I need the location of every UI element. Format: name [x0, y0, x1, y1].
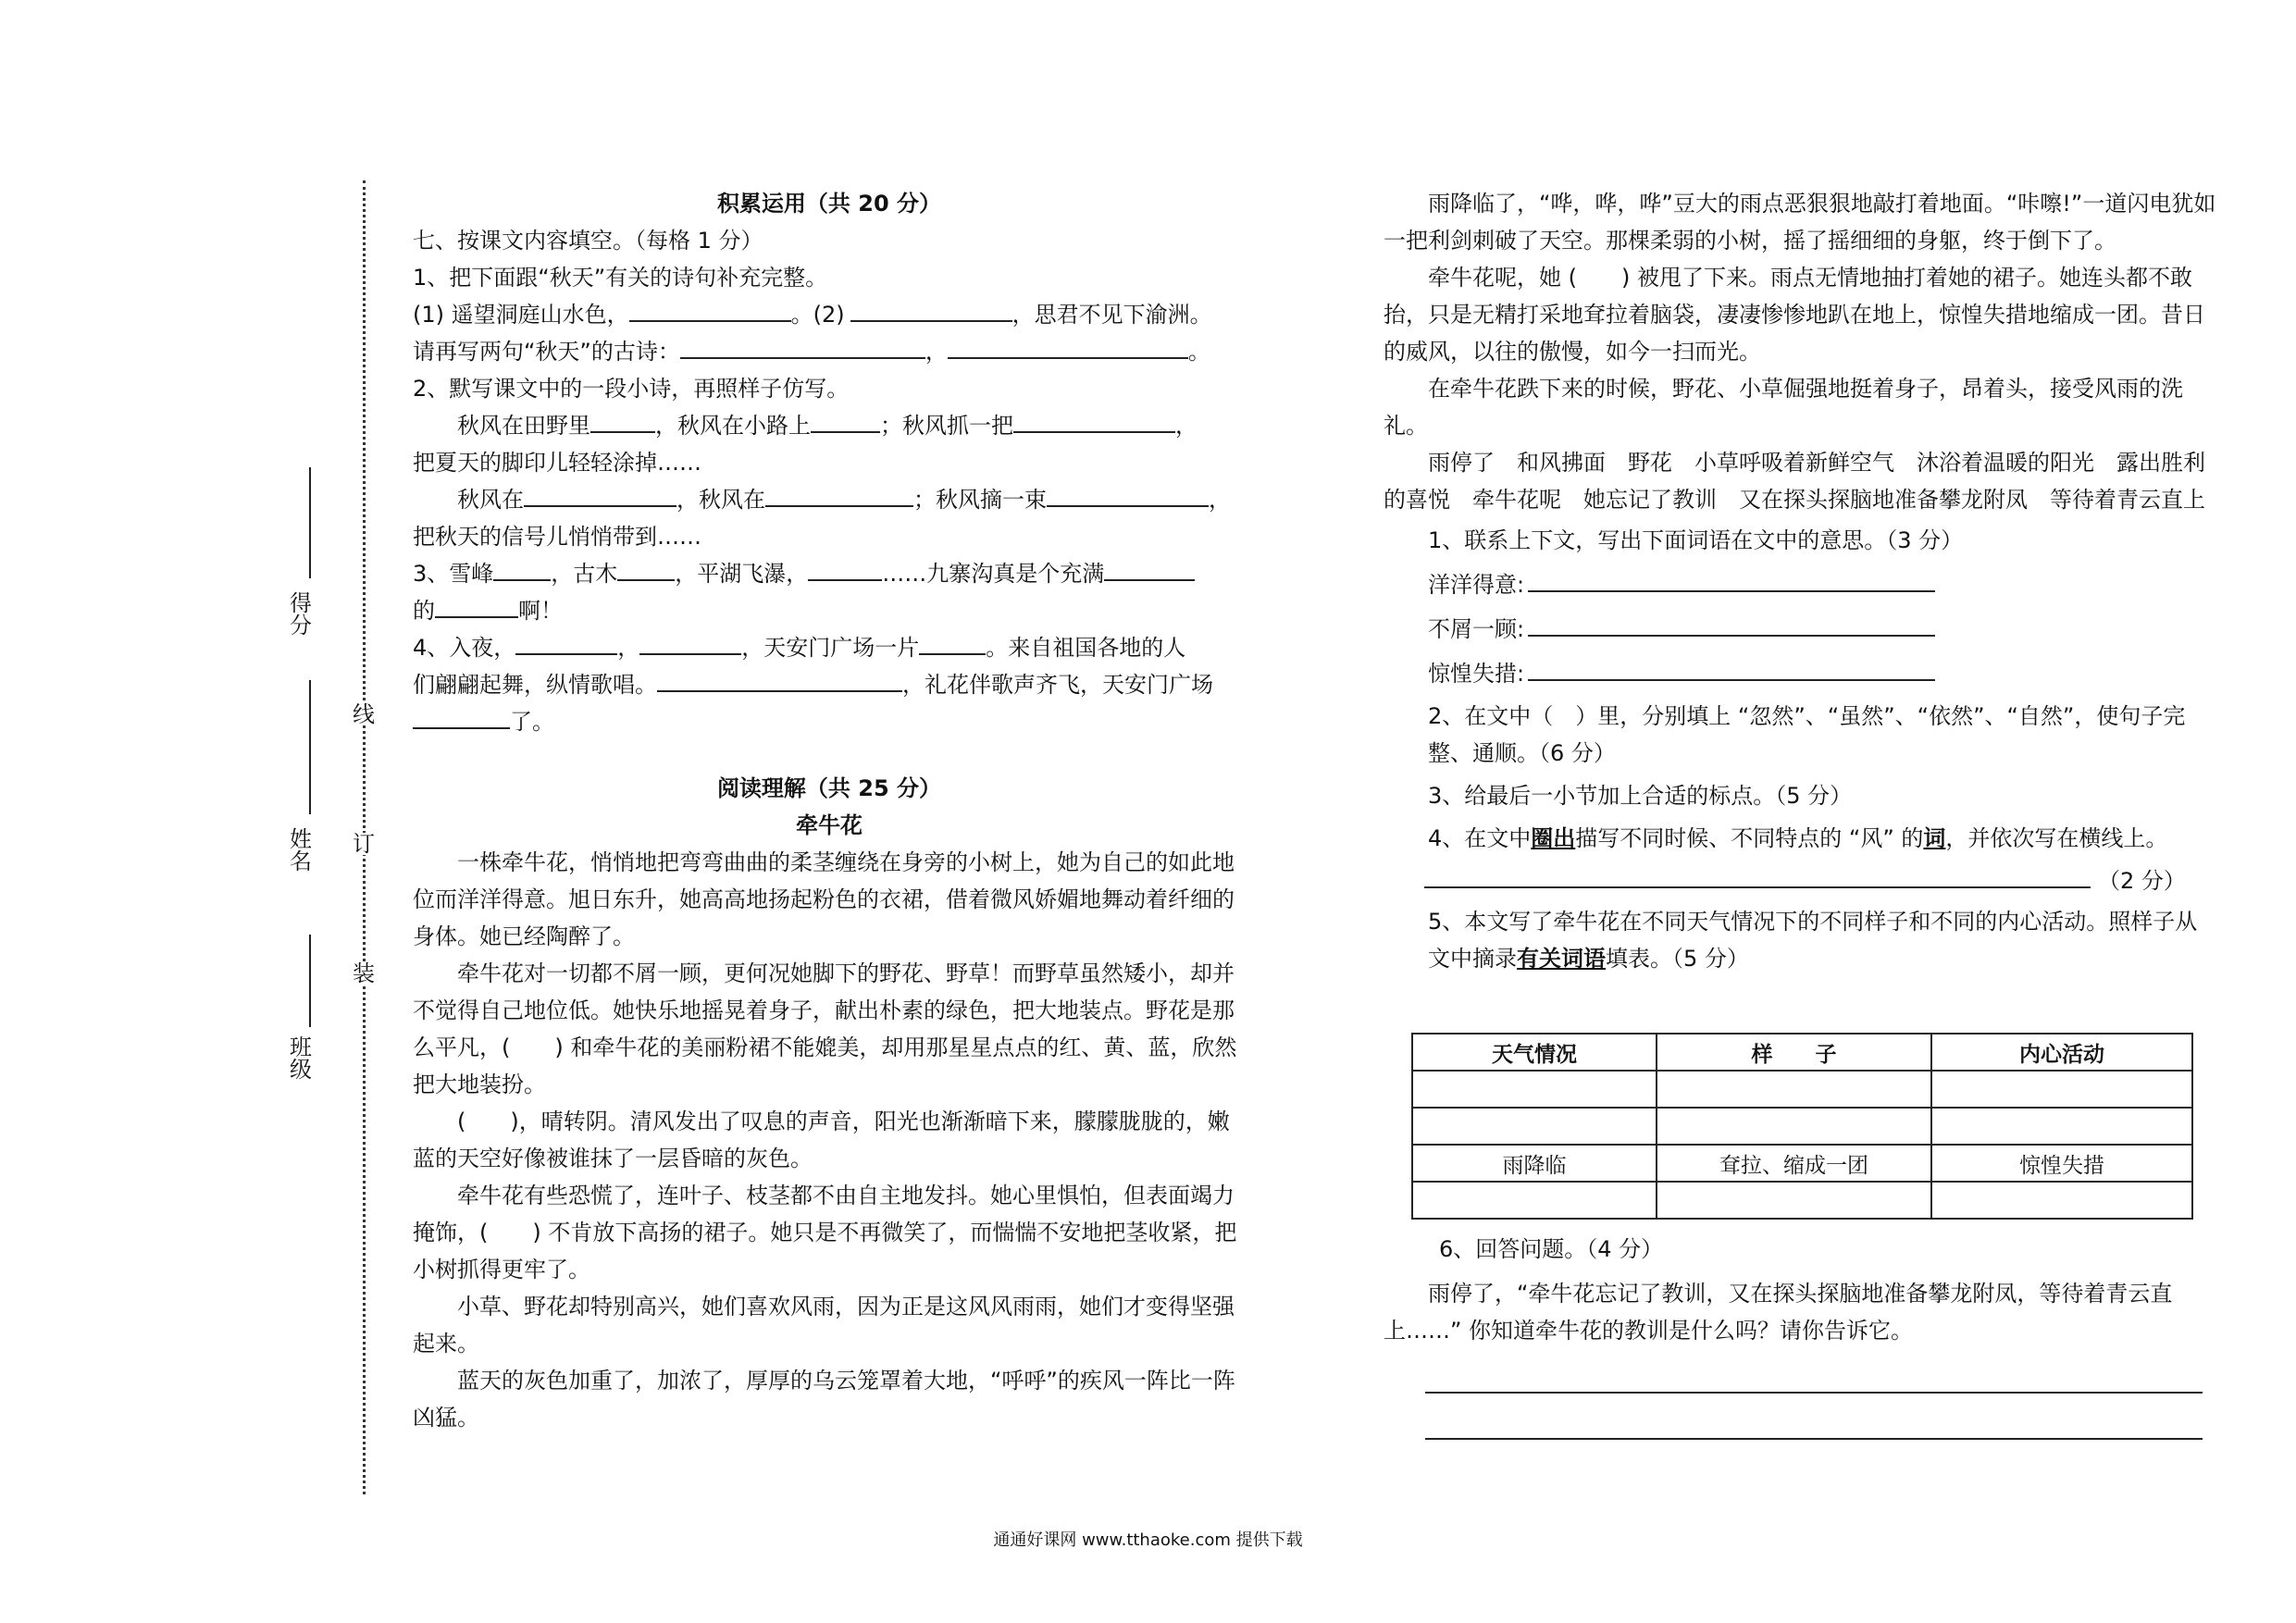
- blank[interactable]: [639, 631, 741, 655]
- reading-q4: 4、在文中圈出描写不同时候、不同特点的 “风” 的词，并依次写在横线上。: [1428, 825, 2168, 851]
- q5-table: [1411, 1033, 2193, 1220]
- table-cell[interactable]: [1657, 1108, 1931, 1145]
- reading-q3: 3、给最后一小节加上合适的标点。（5 分）: [1428, 783, 1853, 809]
- table-cell[interactable]: [1931, 1182, 2192, 1219]
- word-row: 不屑一顾:: [1384, 609, 2216, 648]
- q2-line3: 秋风在 ，秋风在 ；秋风摘一束 ，: [413, 481, 1246, 518]
- header-appearance: 样 子: [1657, 1034, 1931, 1071]
- word-answer-blank[interactable]: [1528, 609, 1935, 637]
- q1-title: 1、把下面跟“秋天”有关的诗句补充完整。: [413, 265, 828, 291]
- q2-title: 2、默写课文中的一段小诗，再照样子仿写。: [413, 376, 850, 402]
- table-row-example: [1412, 1145, 2192, 1182]
- word-answer-blank[interactable]: [1528, 564, 1935, 592]
- q7-title: 七、按课文内容填空。（每格 1 分）: [413, 228, 763, 254]
- header-feeling: 内心活动: [1931, 1034, 2192, 1071]
- name-blank[interactable]: [309, 680, 311, 814]
- blank[interactable]: [948, 335, 1188, 359]
- story-paragraph: 雨降临了，“哗，哗，哗”豆大的雨点恶狠狠地敲打着地面。“咔嚓!”一道闪电犹如一把利剑刺破了天空。那棵柔弱的小树，摇了摇细细的身躯，终于倒下了。: [1384, 191, 2216, 254]
- q1-line2: 请再写两句“秋天”的古诗： ， 。: [413, 333, 1246, 370]
- score-blank[interactable]: [309, 467, 311, 578]
- story-title: 牵牛花: [796, 812, 863, 838]
- table-row: [1412, 1108, 2192, 1145]
- footer-source: 通通好课网 www.tthaoke.com 提供下载: [993, 1530, 1303, 1550]
- blank[interactable]: [919, 631, 986, 655]
- reading-q5: 5、本文写了牵牛花在不同天气情况下的不同样子和不同的内心活动。照样子从文中摘录有关词语填表。（5 分）: [1428, 909, 2198, 972]
- table-cell: 惊惶失措: [1931, 1145, 2192, 1182]
- table-cell[interactable]: [1412, 1071, 1657, 1108]
- story-paragraph: 牵牛花有些恐慌了，连叶子、枝茎都不由自主地发抖。她心里惧怕，但表面竭力掩饰，( ) 不肯放下高扬的裙子。她只是不再微笑了，而惴惴不安地把茎收紧，把小树抓得更牢了。: [413, 1183, 1237, 1282]
- q3-line2: 的 啊！: [413, 592, 1246, 629]
- table-header-row: [1412, 1034, 2192, 1071]
- blank[interactable]: [493, 557, 551, 581]
- blank[interactable]: [524, 483, 676, 507]
- q6-block: [1384, 1231, 2216, 1349]
- story-paragraph: 在牵牛花跌下来的时候，野花、小草倔强地挺着身子，昂着头，接受风雨的洗礼。: [1384, 376, 2183, 439]
- story-paragraph: ( )，晴转阴。清风发出了叹息的声音，阳光也渐渐暗下来，朦朦胧胧的，嫩蓝的天空好像被谁抹了一层昏暗的灰色。: [413, 1109, 1230, 1171]
- reading-q6: 6、回答问题。（4 分）: [1439, 1236, 1664, 1262]
- reading-q2: 2、在文中（ ）里，分别填上 “忽然”、“虽然”、“依然”、“自然”，使句子完整、通顺。（6 分）: [1428, 703, 2186, 766]
- reading-q1: 1、联系上下文，写出下面词语在文中的意思。（3 分）: [1428, 527, 1964, 553]
- q4-line3: 了。: [413, 703, 1246, 740]
- q4-line2: 们翩翩起舞，纵情歌唱。 ，礼花伴歌声齐飞，天安门广场: [413, 666, 1246, 703]
- blank[interactable]: [808, 557, 882, 581]
- blank[interactable]: [629, 298, 791, 322]
- blank[interactable]: [590, 409, 655, 433]
- table-row: [1412, 1071, 2192, 1108]
- story-paragraph: 蓝天的灰色加重了，加浓了，厚厚的乌云笼罩着大地，“呼呼”的疾风一阵比一阵凶猛。: [413, 1368, 1235, 1431]
- blank[interactable]: [617, 557, 675, 581]
- blank[interactable]: [850, 298, 1012, 322]
- story-paragraph: 牵牛花呢，她 ( ) 被甩了下来。雨点无情地抽打着她的裙子。她连头都不敢抬，只是无精打采地耷拉着脑袋，凄凄惨惨地趴在地上，惊惶失措地缩成一团。昔日的威风，以往的傲慢，如今一扫而光。: [1384, 265, 2205, 365]
- left-column: [413, 185, 1246, 1436]
- table-cell[interactable]: [1412, 1108, 1657, 1145]
- blank[interactable]: [413, 705, 510, 729]
- q4-line1: 4、入夜， ， ，天安门广场一片 。来自祖国各地的人: [413, 629, 1246, 666]
- table-cell[interactable]: [1657, 1182, 1931, 1219]
- binding-label-fold: 装: [353, 960, 375, 986]
- reading-q6-quote: 雨停了，“牵牛花忘记了教训，又在探头探脑地准备攀龙附凤，等待着青云直上……” 你知道牵牛花的教训是什么吗？请你告诉它。: [1384, 1281, 2173, 1344]
- blank[interactable]: [515, 631, 617, 655]
- story-paragraph: 一株牵牛花，悄悄地把弯弯曲曲的柔茎缠绕在身旁的小树上，她为自己的如此地位而洋洋得意。旭日东升，她高高地扬起粉色的衣裙，借着微风娇媚地舞动着纤细的身体。她已经陶醉了。: [413, 849, 1235, 949]
- blank[interactable]: [765, 483, 913, 507]
- section-title-reading: 阅读理解（共 25 分）: [716, 775, 942, 801]
- blank[interactable]: [657, 668, 902, 692]
- q6-answer-line[interactable]: [1425, 1436, 2203, 1440]
- table-cell[interactable]: [1931, 1071, 2192, 1108]
- blank[interactable]: [680, 335, 925, 359]
- blank[interactable]: [435, 594, 518, 618]
- table-cell: 耷拉、缩成一团: [1657, 1145, 1931, 1182]
- q6-answer-line[interactable]: [1425, 1390, 2203, 1394]
- binding-label-line: 线: [353, 701, 375, 727]
- word-answer-blank[interactable]: [1528, 653, 1935, 681]
- table-cell[interactable]: [1412, 1182, 1657, 1219]
- table-cell: 雨降临: [1412, 1145, 1657, 1182]
- table-cell[interactable]: [1657, 1071, 1931, 1108]
- word-row: 洋洋得意:: [1384, 564, 2216, 603]
- story-paragraph: 牵牛花对一切都不屑一顾，更何况她脚下的野花、野草！而野草虽然矮小，却并不觉得自己地位低。她快乐地摇晃着身子，献出朴素的绿色，把大地装点。野花是那么平凡，( ) 和牵牛花的美丽粉裙不能媲美，却用那星星点点的红、黄、蓝，欣然把大地装扮。: [413, 960, 1237, 1097]
- story-paragraph-unpunctuated: 雨停了 和风拂面 野花 小草呼吸着新鲜空气 沐浴着温暖的阳光 露出胜利的喜悦 牵牛花呢 她忘记了教训 又在探头探脑地准备攀龙附凤 等待着青云直上: [1384, 450, 2205, 513]
- header-weather: 天气情况: [1412, 1034, 1657, 1071]
- wind-words-blank[interactable]: [1424, 861, 2091, 888]
- class-blank[interactable]: [309, 935, 311, 1027]
- blank[interactable]: [1013, 409, 1175, 433]
- table-cell[interactable]: [1931, 1108, 2192, 1145]
- section-title-accumulation: 积累运用（共 20 分）: [716, 191, 942, 217]
- name-label: 姓名: [290, 826, 312, 874]
- right-column: [1384, 185, 2216, 977]
- q3-line1: 3、雪峰 ，古木 ，平湖飞瀑， ……九寨沟真是个充满: [413, 555, 1246, 592]
- q2-line1: 秋风在田野里 ，秋风在小路上 ；秋风抓一把 ，: [413, 407, 1246, 444]
- table-row: [1412, 1182, 2192, 1219]
- class-label: 班级: [290, 1035, 312, 1083]
- q1-line1: (1) 遥望洞庭山水色， 。(2) ，思君不见下渝洲。: [413, 296, 1246, 333]
- word-row: 惊惶失措:: [1384, 653, 2216, 692]
- q2-line2: 把夏天的脚印儿轻轻涂掉……: [413, 450, 701, 476]
- reading-q4-answer-row: （2 分）: [1384, 861, 2216, 899]
- score-label: 得分: [290, 590, 312, 638]
- q2-line4: 把秋天的信号儿悄悄带到……: [413, 524, 701, 550]
- binding-label-order: 订: [353, 831, 375, 857]
- blank[interactable]: [1104, 557, 1195, 581]
- blank[interactable]: [811, 409, 880, 433]
- story-paragraph: 小草、野花却特别高兴，她们喜欢风雨，因为正是这风风雨雨，她们才变得坚强起来。: [413, 1294, 1235, 1357]
- blank[interactable]: [1047, 483, 1209, 507]
